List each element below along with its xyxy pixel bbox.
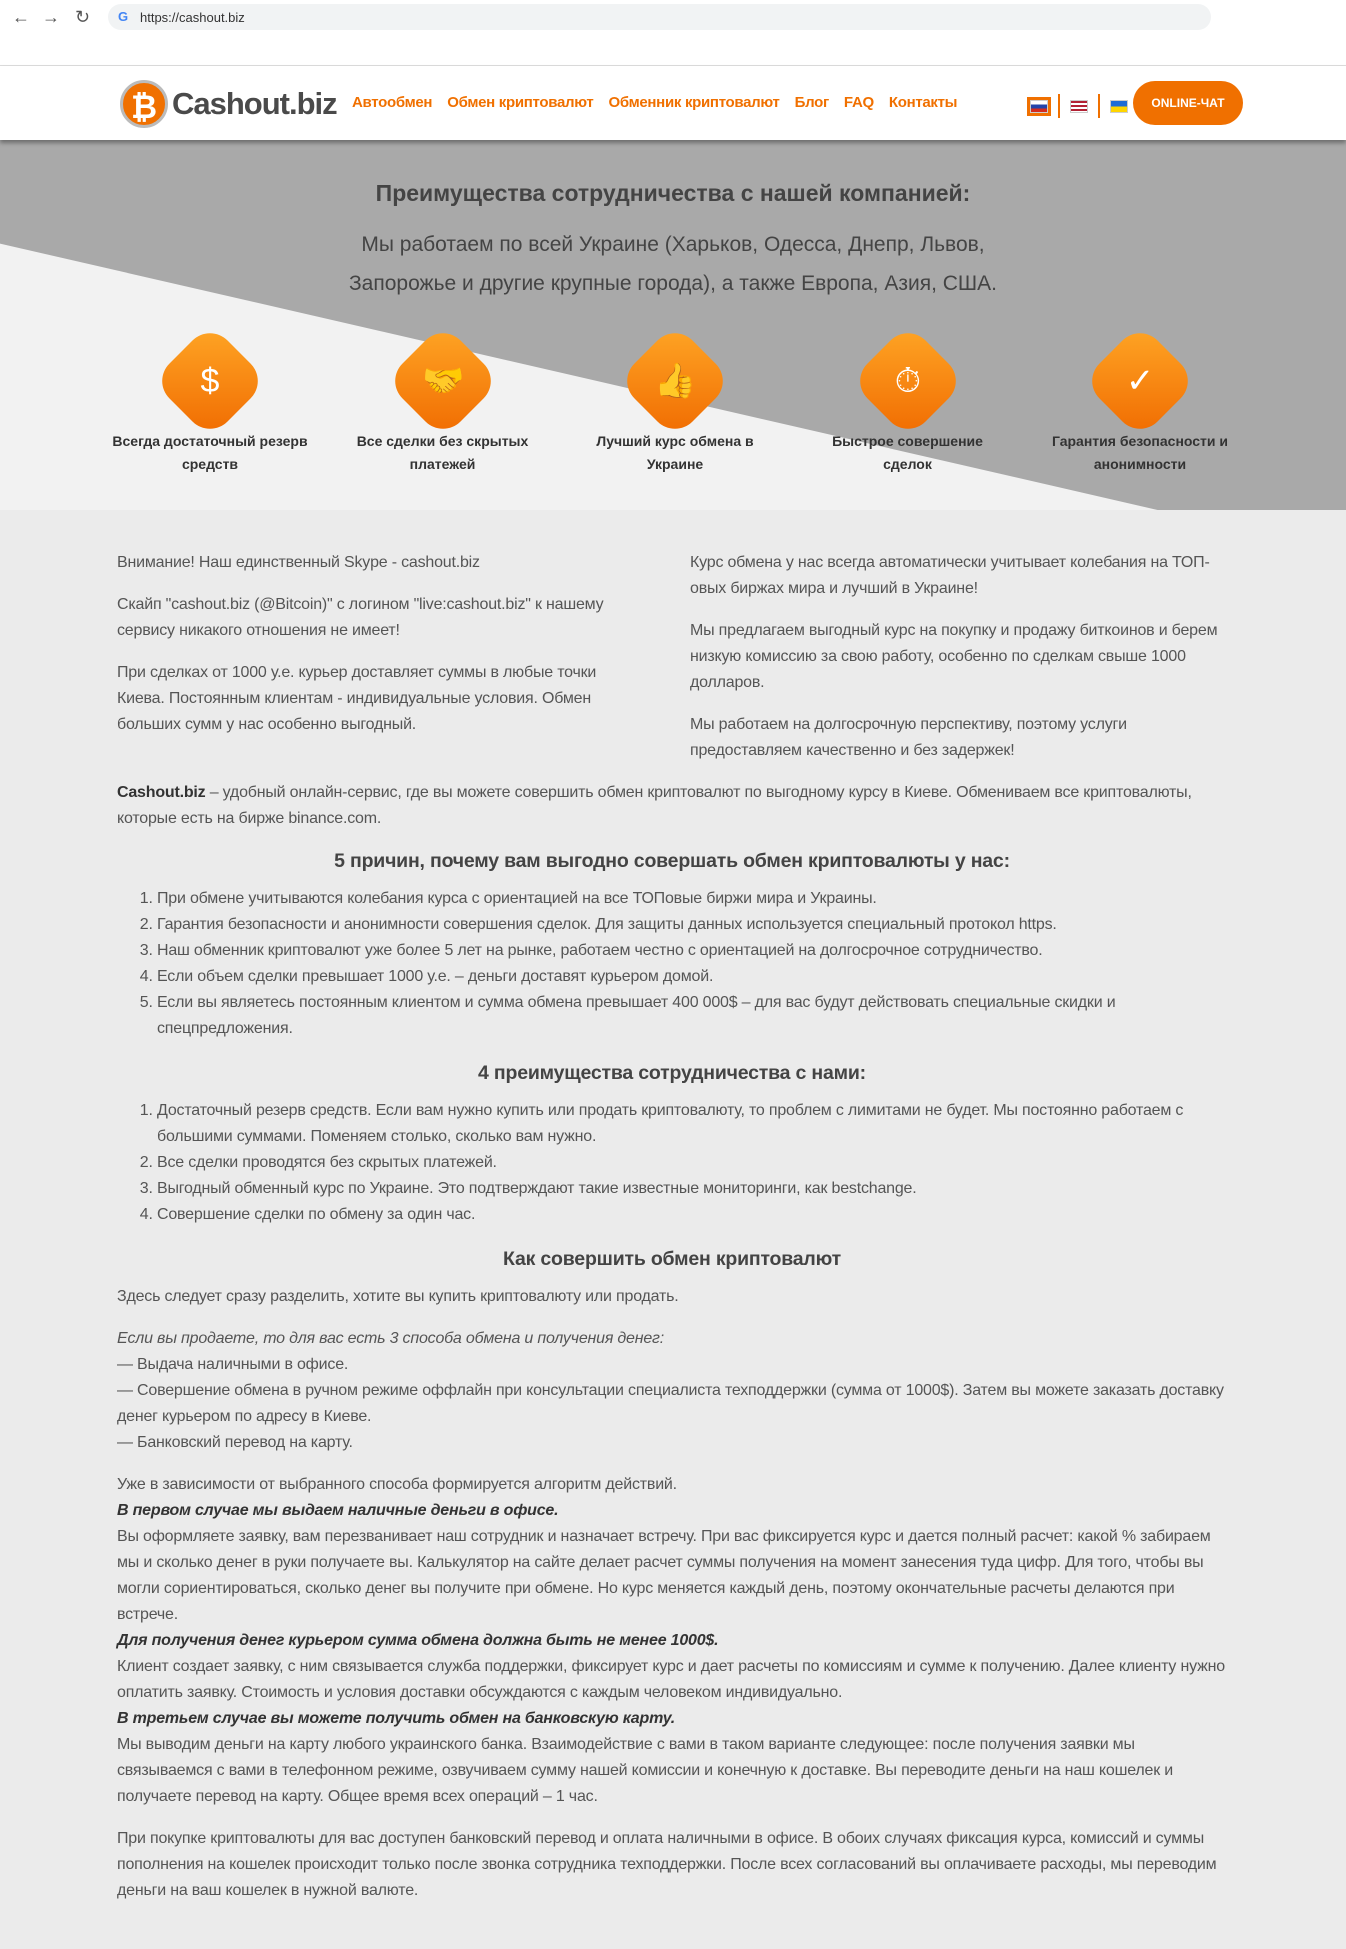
intro-text: – удобный онлайн-сервис, где вы можете совершить обмен криптовалют по выгодному курсу в Киеве. Обмениваем все криптовалюты, которые есть на бирже binance.com. <box>117 784 1192 827</box>
menu-faq[interactable]: FAQ <box>843 94 874 111</box>
feature-label: Гарантия безопасности и анонимности <box>1051 433 1229 472</box>
advantages-heading: 4 преимущества сотрудничества с нами: <box>478 1062 866 1084</box>
menu-crypto-exchange[interactable]: Обмен криптовалют <box>447 94 594 111</box>
paragraph: Скайп "cashout.biz (@Bitcoin)" с логином "live:cashout.biz" к нашему сервису никакого отношения не имеет! <box>117 596 604 639</box>
stopwatch-icon: ⏱ <box>850 323 966 439</box>
sell-option: — Совершение обмена в ручном режиме оффлайн при консультации специалиста техподдержки (сумма от 1000$). Затем вы можете заказать доставку денег курьером по адресу в Киеве. <box>117 1382 1224 1425</box>
money-bag-icon: $ <box>152 323 268 439</box>
logo[interactable] <box>120 80 337 128</box>
feature-item <box>575 340 775 476</box>
feature-label: Всегда достаточный резерв средств <box>112 433 308 472</box>
case-heading: Для получения денег курьером сумма обмена должна быть не менее 1000$. <box>117 1632 719 1649</box>
reasons-heading: 5 причин, почему вам выгодно совершать обмен криптовалюты у нас: <box>334 850 1010 872</box>
subtitle-line: Мы работаем по всей Украине (Харьков, Одесса, Днепр, Львов, <box>361 233 985 256</box>
advantages-list <box>157 1098 1227 1228</box>
list-item: 5. Если вы являетесь постоянным клиентом и сумма обмена превышает 400 000$ – для вас будут действовать специальные скидки и спецпредложения. <box>157 990 1227 1042</box>
address-bar[interactable] <box>108 4 1211 30</box>
main-menu <box>352 94 957 111</box>
paragraph: Мы работаем на долгосрочную перспективу, поэтому услуги предоставляем качественно и без задержек! <box>690 716 1127 759</box>
features <box>110 340 1240 476</box>
feature-item <box>808 340 1008 476</box>
hero-section <box>0 140 1346 510</box>
feature-label: Все сделки без скрытых платежей <box>356 433 529 472</box>
left-column <box>117 550 617 780</box>
divider <box>1098 94 1100 118</box>
paragraph: Мы предлагаем выгодный курс на покупку и продажу биткоинов и берем низкую комиссию за свою работу, особенно по сделкам свыше 1000 долларов. <box>690 622 1218 691</box>
right-column <box>690 550 1227 780</box>
howto-heading: Как совершить обмен криптовалют <box>503 1248 841 1270</box>
paragraph: Здесь следует сразу разделить, хотите вы купить криптовалюту или продать. <box>117 1288 679 1305</box>
subtitle-line: Запорожье и другие крупные города), а также Европа, Азия, США. <box>348 272 997 295</box>
paragraph: Клиент создает заявку, с ним связывается служба поддержки, фиксирует курс и дает расчеты по комиссиям и сумме к получению. Далее клиенту нужно оплатить заявку. Стоимость и условия доставки обсуждаются с каждым человеком индивидуально. <box>117 1658 1225 1701</box>
thumbs-up-icon: 👍 <box>617 323 733 439</box>
reasons-list <box>157 886 1227 1042</box>
logo-text: Cashout.biz <box>172 86 337 121</box>
list-item: 2. Гарантия безопасности и анонимности совершения сделок. Для защиты данных используется специальный протокол https. <box>157 912 1227 938</box>
paragraph: При сделках от 1000 у.е. курьер доставляет суммы в любые точки Киева. Постоянным клиентам - индивидуальные условия. Обмен больших сумм у нас особенно выгодный. <box>117 664 597 733</box>
paragraph: Курс обмена у нас всегда автоматически учитывает колебания на ТОП-овых биржах мира и лучший в Украине! <box>690 554 1210 597</box>
paragraph: Мы выводим деньги на карту любого украинского банка. Взаимодействие с вами в таком варианте следующее: после получения заявки мы связываемся с вами в телефонном режиме, озвучиваем сумму нашей комиссии и конечную к доставке. Вы переводите деньги на наш кошелек и получаете перевод на карту. Общее время всех операций – 1 час. <box>117 1736 1173 1805</box>
brand-name: Cashout.biz <box>117 784 206 801</box>
forward-icon[interactable]: → <box>42 7 60 27</box>
online-chat-button[interactable]: ONLINE-ЧАТ <box>1133 81 1243 125</box>
flag-us-icon[interactable] <box>1070 100 1088 113</box>
menu-crypto-exchanger[interactable]: Обменник криптовалют <box>608 94 780 111</box>
main-content <box>117 550 1227 1920</box>
browser-toolbar <box>0 0 1346 66</box>
paragraph: Вы оформляете заявку, вам перезванивает наш сотрудник и назначает встречу. При вас фиксируется курс и дается полный расчет: какой % забираем мы и сколько денег в руки получаете вы. Калькулятор на сайте делает расчет суммы получения на момент занесения туда цифр. Для того, чтобы вы могли сориентироваться, сколько денег вы получите при обмене. Но курс меняется каждый день, поэтому окончательные расчеты делаются при встрече. <box>117 1528 1211 1623</box>
list-item: 4. Совершение сделки по обмену за один час. <box>157 1202 1227 1228</box>
hero-title: Преимущества сотрудничества с нашей компанией: <box>375 180 971 206</box>
sell-option: — Банковский перевод на карту. <box>117 1434 353 1451</box>
flag-ua-icon[interactable] <box>1110 100 1128 113</box>
list-item: 4. Если объем сделки превышает 1000 у.е. – деньги доставят курьером домой. <box>157 964 1227 990</box>
sell-intro: Если вы продаете, то для вас есть 3 способа обмена и получения денег: <box>117 1330 664 1347</box>
google-icon: G <box>118 9 129 24</box>
paragraph: Уже в зависимости от выбранного способа формируется алгоритм действий. <box>117 1476 677 1493</box>
paragraph: При покупке криптовалюты для вас доступен банковский перевод и оплата наличными в офисе. В обоих случаях фиксация курса, комиссий и суммы пополнения на кошелек происходит только после звонка сотрудника техподдержки. После всех согласований вы оплачиваете расходы, мы переводим деньги на ваш кошелек в нужной валюте. <box>117 1830 1217 1899</box>
list-item: 3. Наш обменник криптовалют уже более 5 лет на рынке, работаем честно с ориентацией на долгосрочное сотрудничество. <box>157 938 1227 964</box>
list-item: 1. Достаточный резерв средств. Если вам нужно купить или продать криптовалюту, то проблем с лимитами не будет. Мы постоянно работаем с большими суммами. Поменяем столько, сколько вам нужно. <box>157 1098 1227 1150</box>
back-icon[interactable]: ← <box>12 7 30 27</box>
feature-label: Лучший курс обмена в Украине <box>596 433 754 472</box>
language-switcher <box>1030 94 1128 118</box>
list-item: 2. Все сделки проводятся без скрытых платежей. <box>157 1150 1227 1176</box>
feature-item <box>343 340 543 476</box>
intro-paragraph <box>117 780 1227 832</box>
list-item: 3. Выгодный обменный курс по Украине. Это подтверждают такие известные мониторинги, как bestchange. <box>157 1176 1227 1202</box>
menu-blog[interactable]: Блог <box>794 94 829 111</box>
feature-item <box>1040 340 1240 476</box>
url-text: https://cashout.biz <box>140 10 245 25</box>
bitcoin-logo-icon: ₿ <box>120 80 168 128</box>
menu-autoexchange[interactable]: Автообмен <box>352 94 433 111</box>
divider <box>1058 94 1060 118</box>
flag-ru-icon[interactable] <box>1030 100 1048 113</box>
check-badge-icon: ✓ <box>1082 323 1198 439</box>
reload-icon[interactable]: ↻ <box>75 7 91 27</box>
feature-label: Быстрое совершение сделок <box>832 433 983 472</box>
site-header <box>0 66 1346 140</box>
paragraph: Внимание! Наш единственный Skype - cashout.biz <box>117 554 480 571</box>
handshake-icon: 🤝 <box>385 323 501 439</box>
case-heading: В третьем случае вы можете получить обмен на банковскую карту. <box>117 1710 676 1727</box>
menu-contacts[interactable]: Контакты <box>888 94 958 111</box>
sell-option: — Выдача наличными в офисе. <box>117 1356 349 1373</box>
feature-item <box>110 340 310 476</box>
hero-subtitle <box>0 225 1346 303</box>
list-item: 1. При обмене учитываются колебания курса с ориентацией на все ТОПовые биржи мира и Украины. <box>157 886 1227 912</box>
case-heading: В первом случае мы выдаем наличные деньги в офисе. <box>117 1502 559 1519</box>
